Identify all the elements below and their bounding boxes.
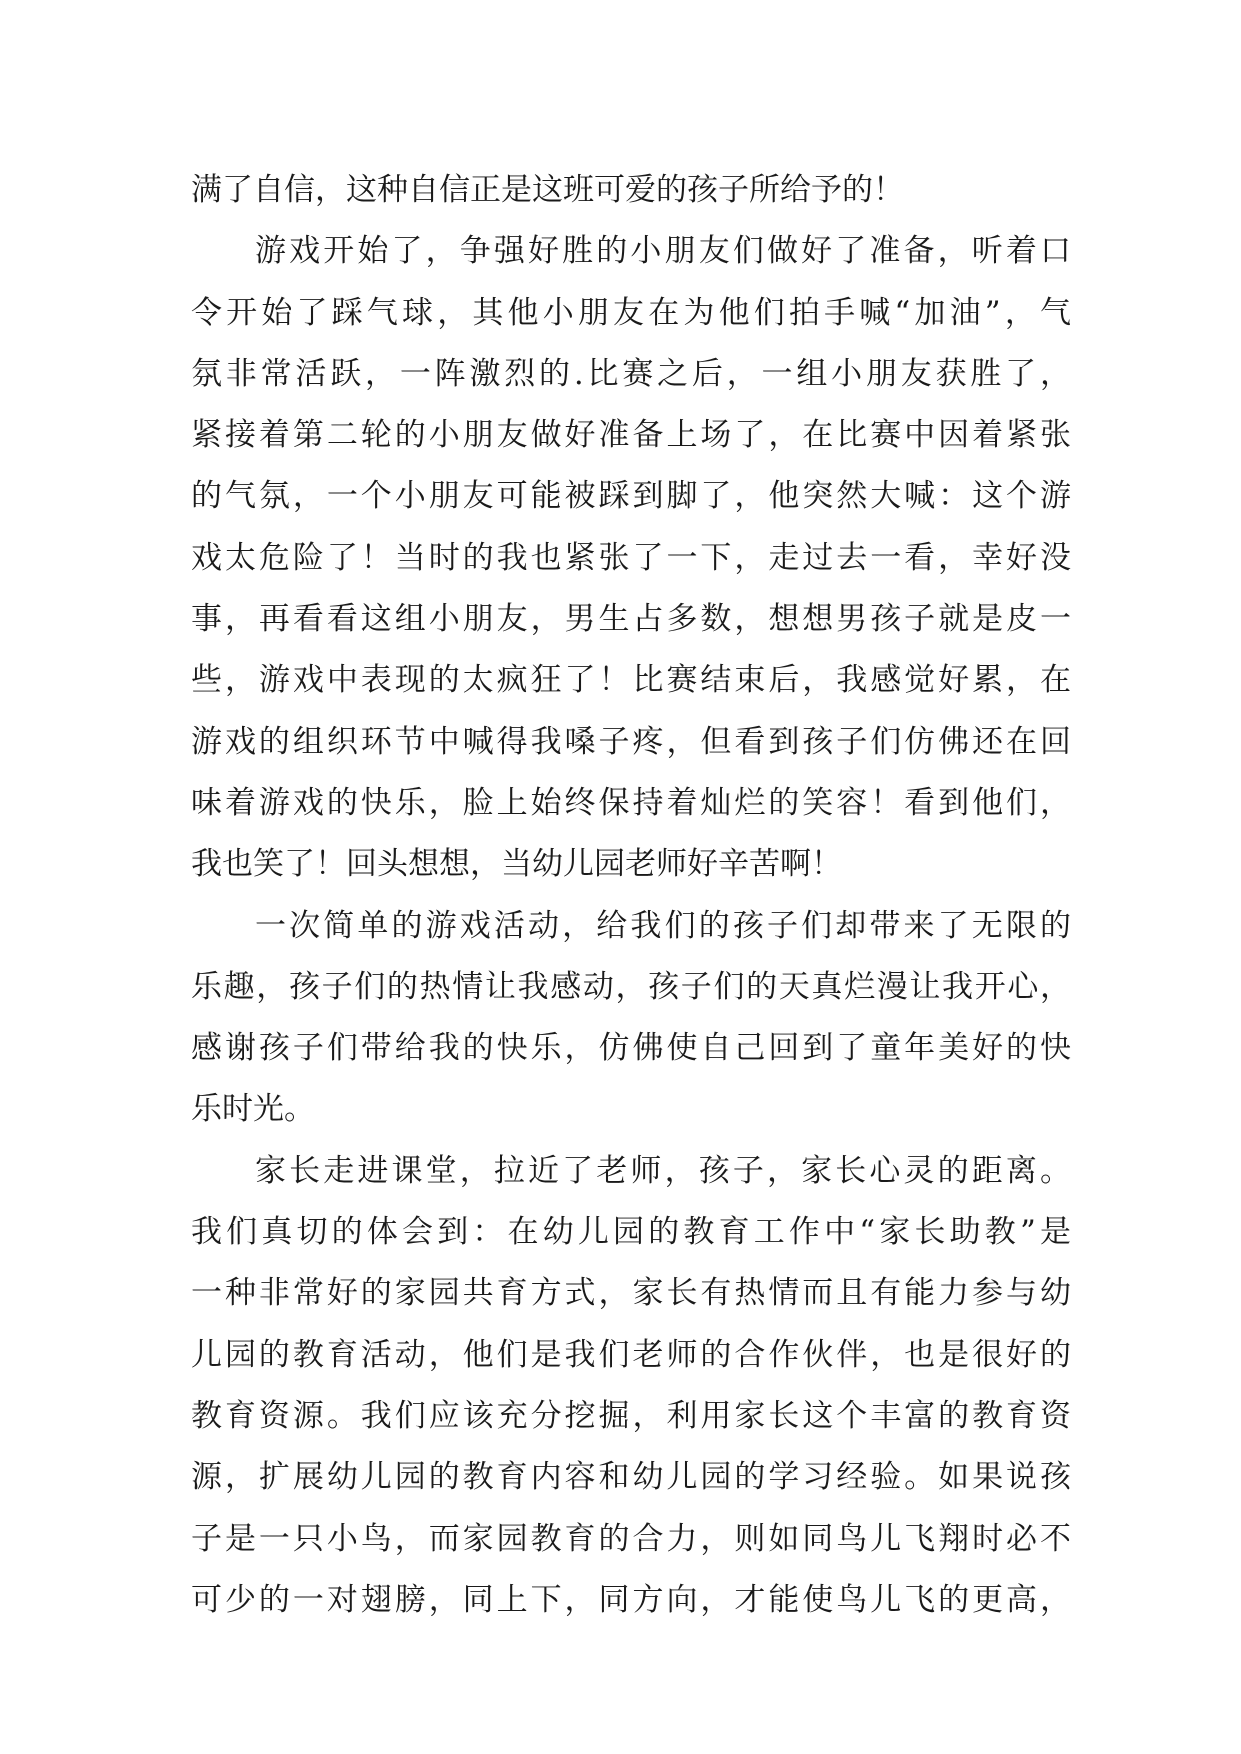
text-line: 子是一只小鸟，而家园教育的合力，则如同鸟儿飞翔时必不 (191, 1520, 1071, 1557)
text-line: 满了自信，这种自信正是这班可爱的孩子所给予的！ (191, 172, 904, 208)
paragraph-1 (191, 160, 1071, 221)
text-line: 一种非常好的家园共育方式，家长有热情而且有能力参与幼 (191, 1275, 1071, 1312)
text-line: 源，扩展幼儿园的教育内容和幼儿园的学习经验。如果说孩 (191, 1459, 1071, 1496)
text-line: 乐趣，孩子们的热情让我感动，孩子们的天真烂漫让我开心， (191, 968, 1071, 1005)
text-line: 我们真切的体会到：在幼儿园的教育工作中“家长助教”是 (191, 1214, 1071, 1251)
text-line: 游戏开始了，争强好胜的小朋友们做好了准备，听着口 (255, 233, 1071, 270)
text-line: 氛非常活跃，一阵激烈的.比赛之后，一组小朋友获胜了， (191, 355, 1071, 392)
text-line: 些，游戏中表现的太疯狂了！比赛结束后，我感觉好累，在 (191, 662, 1071, 699)
text-line: 家长走进课堂，拉近了老师，孩子，家长心灵的距离。 (255, 1152, 1071, 1189)
text-line: 事，再看看这组小朋友，男生占多数，想想男孩子就是皮一 (191, 601, 1071, 638)
text-line: 可少的一对翅膀，同上下，同方向，才能使鸟儿飞的更高， (191, 1581, 1071, 1618)
text-line: 戏太危险了！当时的我也紧张了一下，走过去一看，幸好没 (191, 539, 1071, 576)
text-line: 令开始了踩气球，其他小朋友在为他们拍手喊“加油”，气 (191, 294, 1071, 331)
paragraph-3 (191, 896, 1071, 1141)
text-line: 感谢孩子们带给我的快乐，仿佛使自己回到了童年美好的快 (191, 1030, 1071, 1067)
paragraph-4 (191, 1141, 1071, 1631)
text-line: 紧接着第二轮的小朋友做好准备上场了，在比赛中因着紧张 (191, 417, 1071, 454)
text-line: 儿园的教育活动，他们是我们老师的合作伙伴，也是很好的 (191, 1336, 1071, 1373)
text-line: 我也笑了！回头想想，当幼儿园老师好辛苦啊！ (191, 846, 842, 883)
document-body (191, 160, 1071, 1631)
text-line: 的气氛，一个小朋友可能被踩到脚了，他突然大喊：这个游 (191, 478, 1071, 515)
text-line: 乐时光。 (191, 1091, 315, 1128)
text-line: 一次简单的游戏活动，给我们的孩子们却带来了无限的 (255, 907, 1071, 944)
text-line: 教育资源。我们应该充分挖掘，利用家长这个丰富的教育资 (191, 1397, 1071, 1434)
paragraph-2 (191, 221, 1071, 895)
text-line: 游戏的组织环节中喊得我嗓子疼，但看到孩子们仿佛还在回 (191, 723, 1071, 760)
text-line: 味着游戏的快乐，脸上始终保持着灿烂的笑容！看到他们， (191, 784, 1071, 821)
